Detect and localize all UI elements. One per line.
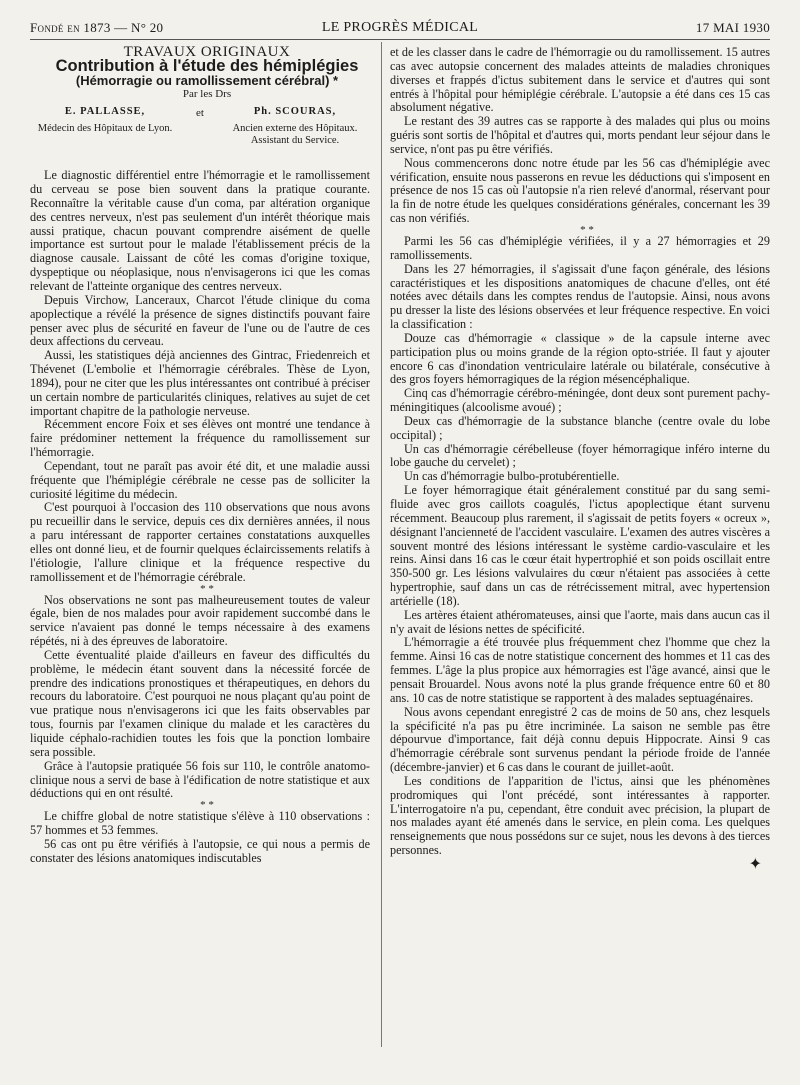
founded-issue: Fondé en 1873 — N° 20 (30, 20, 164, 35)
paragraph: Le restant des 39 autres cas se rapporte à des malades qui plus ou moins guéris sont sortis de l'hôpital et d'autres qui, morts pendant leur séjour dans le service, n'ont pas pu être vérifiés. (390, 114, 770, 156)
issue-date: 17 MAI 1930 (695, 20, 770, 35)
left-column (30, 46, 370, 866)
paragraph: Un cas d'hémorragie cérébelleuse (foyer hémorragique inféro interne du lobe gauche du cervelet) ; (390, 441, 770, 470)
journal-title: LE PROGRÈS MÉDICAL (321, 20, 479, 35)
section-break-stars: * * (580, 223, 594, 236)
section-title: TRAVAUX ORIGINAUX (123, 44, 291, 60)
paragraph: C'est pourquoi à l'occasion des 110 observations que nous avons pu recueillir dans le service, depuis ces dix dernières années, il nous a paru intéressant de rapporter certaines constatations auxquelles elles ont donné lieu, et de fournir quelques éclaircissements relatifs à l'étiologie, l'allure clinique et la fréquence respective du ramollissement et de l'hémorragie cérébrale. (30, 500, 370, 584)
column-rule (381, 42, 382, 1047)
paragraph: 56 cas ont pu être vérifiés à l'autopsie, ce qui nous a permis de constater des lésions anatomiques indiscutables (30, 836, 370, 865)
paragraph: Dans les 27 hémorragies, il s'agissait d'une façon générale, des lésions caractéristiques et les dispositions anatomiques de chacune d'elles, ont été notées avec détails dans les comptes rendus de l'autopsie. Ainsi, nous avons pu dresser la liste des lésions observées et leur fréquence respective. En voici la classification : (390, 261, 770, 332)
author-1 (30, 105, 180, 147)
paragraph: Le diagnostic différentiel entre l'hémorragie et le ramollissement du cerveau se pose bien souvent dans la pratique courante. Reconnaître la véritable cause d'un coma, par altération organique des centres nerveux, n'est pas seulement d'un intérêt théorique mais aussi pratique, chacun pouvant comprendre aisément de quelle importance est surtout pour le malade l'établissement précis de la diagnose causale. Laissant de côté les comas d'origine toxique, dyspeptique ou néoplasique, nous n'envisagerons ici que les comas relevant de l'atteinte organique des centres nerveux. (30, 168, 370, 293)
author-1-name: E. PALLASSE, (64, 106, 146, 118)
paragraph: Deux cas d'hémorragie de la substance blanche (centre ovale du lobe occipital) ; (390, 413, 770, 442)
paragraph: Le chiffre global de notre statistique s'élève à 110 observations : 57 hommes et 53 femmes. (30, 809, 370, 838)
article-subtitle: (Hémorragie ou ramollissement cérébral) * (75, 72, 339, 88)
paragraph: Les artères étaient athéromateuses, ainsi que l'aorte, mais dans aucun cas il n'y avait de lésions nettes de spécificité. (390, 607, 770, 636)
section-break-stars: * * (200, 799, 214, 812)
paragraph: L'hémorragie a été trouvée plus fréquemment chez l'homme que chez la femme. Ainsi 16 cas de notre statistique concernent des hommes et 11 cas des femmes. L'âge la plus propice aux hémorragies est l'âge avancé, ainsi que le pensait Brouardel. Nous avons noté la plus grande fréquence entre 60 et 80 ans. 10 cas de notre statistique se rapportent à des malades septuagénaires. (390, 635, 770, 705)
paragraph: Depuis Virchow, Lanceraux, Charcot l'étude clinique du coma apoplectique a révélé la présence de signes distinctifs pouvant faire penser avec plus de sécurité en faveur de l'une ou de l'autre de ces deux affections du cerveau. (30, 292, 370, 349)
paragraph: Un cas d'hémorragie bulbo-protubérentielle. (404, 469, 620, 484)
author-conjunction: et (196, 107, 204, 120)
section-break-stars: * * (200, 582, 214, 595)
paragraph: Les conditions de l'apparition de l'ictus, ainsi que les phénomènes prodromiques qui l'ont précédé, sont intéressantes à rapporter. L'interrogatoire n'a pu, cependant, être conduit avec précision, la plupart de nos malades ayant été amenés dans le service, en plein coma. Les quelques renseignements que nous possédons sur ce sujet, nous les devons à des tierces personnes. (390, 773, 770, 858)
authors (30, 105, 370, 147)
right-column (390, 46, 770, 872)
article-title: Contribution à l'étude des hémiplégies (55, 56, 359, 75)
paragraph: Nous avons cependant enregistré 2 cas de moins de 50 ans, chez lesquels la spécificité n'a pas pu être incriminée. La saison ne semble pas être dépourvue d'importance, fait déjà connu depuis Hippocrate. Ainsi 9 cas d'hémorragie cérébrale sont survenus pendant la période froide de l'année (décembre-janvier) et 6 cas dans le courant de juillet-août. (390, 704, 770, 775)
paragraph: et de les classer dans le cadre de l'hémorragie ou du ramollissement. 15 autres cas avec autopsie concernent des malades atteints de maladies chroniques diverses et frappés d'ictus subitement dans le service et d'autres qui sont entrés à l'hôpital pour hémiplégie cérébrale. L'autopsie a été dans ces 15 cas absolument négative. (390, 45, 770, 115)
byline-prefix: Par les Drs (182, 87, 232, 100)
paragraph: Cinq cas d'hémorragie cérébro-méningée, dont deux sont purement pachy-méningitiques (alcoolisme avoué) ; (390, 386, 770, 415)
fleuron-ornament: ✦ (748, 855, 762, 873)
paragraph: Récemment encore Foix et ses élèves ont montré une tendance à faire prédominer nettement la fréquence du ramollissement sur l'hémorragie. (30, 417, 370, 460)
paragraph: Le foyer hémorragique était généralement constitué par du sang semi-fluide avec gros caillots coagulés, l'ictus apoplectique étant survenu récemment. Beaucoup plus rarement, il s'agissait de petits foyers « ocreux », désignant l'ancienneté de l'accident vasculaire. L'examen des autres viscères a souvent montré des lésions intéressant le système cardio-vasculaire et les reins. Ainsi dans 16 cas le cœur était hypertrophié et son poids oscillait entre 350-500 gr. Les lésions valvulaires du cœur n'étaient pas associées à cette hypertrophie, sauf dans un cas de rétrécissement mitral, avec hypertension artérielle (18). (390, 483, 770, 608)
header-rule (30, 39, 770, 40)
author-2-affiliation: Ancien externe des Hôpitaux. Assistant du Service. (232, 123, 358, 147)
paragraph: Aussi, les statistiques déjà anciennes des Gintrac, Friedenreich et Thévenet (L'embolie et l'hémorragie cérébrales. Thèse de Lyon, 1894), pour ne citer que les plus intéressantes ont contribué à préciser un certain nombre de particularités cliniques, relatives au sujet de cet important chapitre de la pathologie nerveuse. (30, 348, 370, 418)
paragraph: Parmi les 56 cas d'hémiplégie vérifiées, il y a 27 hémorragies et 29 ramollissements. (390, 233, 770, 262)
paragraph: Cette éventualité plaide d'ailleurs en faveur des difficultés du problème, le médecin étant souvent dans la nécessité forcée de prendre des indications pronostiques et thérapeutiques, en dehors du recours du laboratoire. C'est pourquoi ne nous plaçant qu'au point de vue pratique nous n'envisagerons ici que les faits observables par tous, fournis par l'examen clinique du malade et les caractères du liquide céphalo-rachidien toutes les fois que la ponction lombaire sera possible. (30, 647, 370, 759)
paragraph: Douze cas d'hémorragie « classique » de la capsule interne avec participation plus ou moins grande de la région opto-striée. Il faut y ajouter encore 6 cas d'inondation ventriculaire latérale ou bilatérale, consécutive à des gros foyers hémorragiques de la région mésencéphalique. (390, 330, 770, 387)
author-2-name: Ph. SCOURAS, (253, 106, 337, 118)
paragraph: Nous commencerons donc notre étude par les 56 cas d'hémiplégie avec vérification, ensuite nous passerons en revue les déductions qui s'imposent en présence de nos 15 cas où l'autopsie n'a rien relevé d'anormal, réservant pour la fin de notre étude les quelques considérations générales, concernant les 39 cas non vérifiés. (390, 155, 770, 226)
author-1-affiliation: Médecin des Hôpitaux de Lyon. (37, 123, 173, 135)
paragraph: Grâce à l'autopsie pratiquée 56 fois sur 110, le contrôle anatomo-clinique nous a servi de base à l'édification de notre statistique et aux déductions qui en ont résulté. (30, 758, 370, 801)
paragraph: Nos observations ne sont pas malheureusement toutes de valeur égale, bien de nos malades pour avoir rapidement succombé dans le service n'avaient pas donné le temps nécessaire à des examens répétés, ni à des épreuves de laboratoire. (30, 592, 370, 649)
page-header (30, 16, 770, 38)
author-2 (220, 105, 370, 147)
paragraph: Cependant, tout ne paraît pas avoir été dit, et une maladie aussi fréquente que l'hémiplégie cérébrale ne cesse pas de solliciter la curiosité légitime du médecin. (30, 458, 370, 501)
